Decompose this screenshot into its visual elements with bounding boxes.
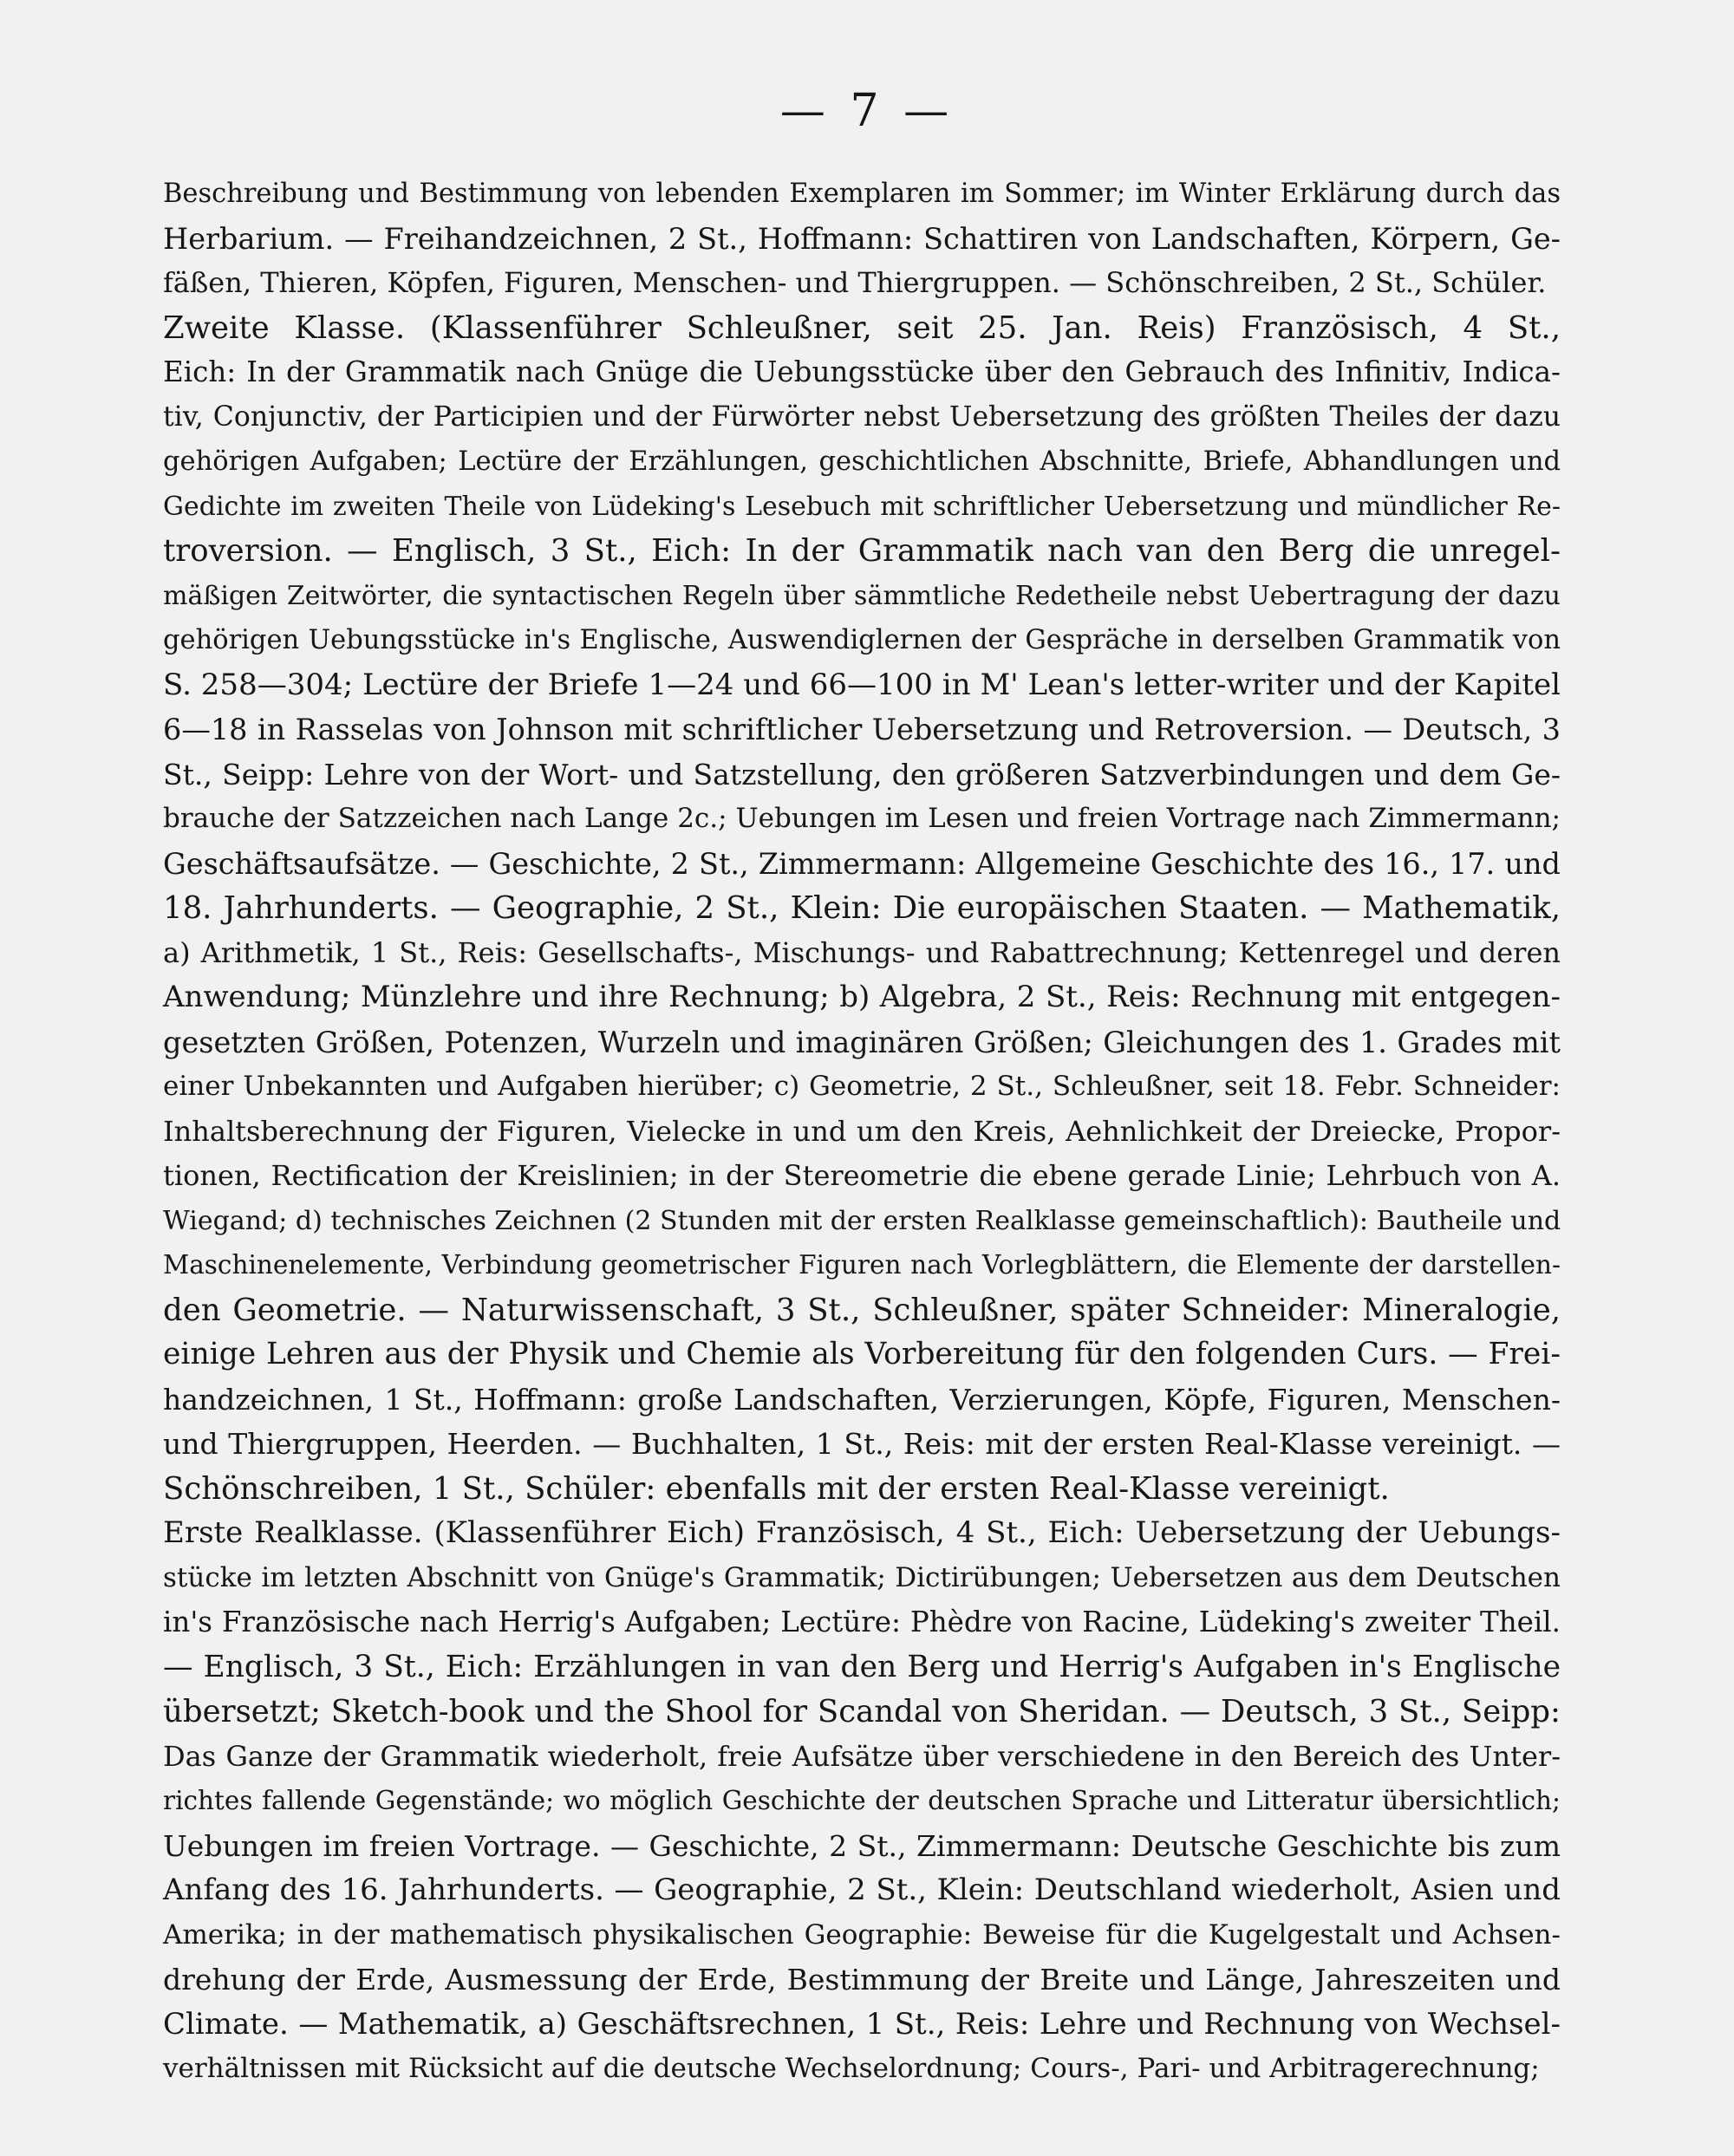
text-line: einer Unbekannten und Aufgaben hierüber; c) Geometrie, 2 St., Schleußner, seit 18. Febr. Schneider: [163,1071,1561,1102]
text-line: — Englisch, 3 St., Eich: Erzählungen in van den Berg und Herrig's Aufgaben in's Englische [163,1649,1561,1684]
text-line: Climate. — Mathematik, a) Geschäftsrechnen, 1 St., Reis: Lehre und Rechnung von Wechsel- [163,2006,1561,2042]
text-line: mäßigen Zeitwörter, die syntactischen Regeln über sämmtliche Redetheile nebst Uebertragung der dazu [163,580,1561,611]
text-line: fäßen, Thieren, Köpfen, Figuren, Menschen- und Thiergruppen. — Schönschreiben, 2 St., Schüler. [163,266,1547,299]
text-line: 18. Jahrhunderts. — Geographie, 2 St., Klein: Die europäischen Staaten. — Mathematik, [163,890,1561,926]
paragraph-zweite-klasse [163,306,1561,1512]
text-line: stücke im letzten Abschnitt von Gnüge's Grammatik; Dictirübungen; Uebersetzen aus dem Deutschen [163,1561,1561,1593]
page-number: — 7 — [779,85,955,137]
text-line: einige Lehren aus der Physik und Chemie als Vorbereitung für den folgenden Curs. — Frei- [163,1337,1561,1371]
text-line: gesetzten Größen, Potenzen, Wurzeln und imaginären Größen; Gleichungen des 1. Grades mit [163,1025,1561,1059]
text-line: Uebungen im freien Vortrage. — Geschichte, 2 St., Zimmermann: Deutsche Geschichte bis zum [163,1828,1561,1863]
text-line: Schönschreiben, 1 St., Schüler: ebenfalls mit der ersten Real-Klasse vereinigt. [163,1470,1390,1507]
text-line: a) Arithmetik, 1 St., Reis: Gesellschafts-, Mischungs- und Rabattrechnung; Kettenregel und deren [163,935,1561,969]
text-line: gehörigen Uebungsstücke in's Englische, Auswendiglernen der Gespräche in derselben Grammatik von [163,625,1561,655]
text-line: Gedichte im zweiten Theile von Lüdeking's Lesebuch mit schriftlicher Uebersetzung und mündlicher Re- [163,491,1561,522]
text-line: Wiegand; d) technisches Zeichnen (2 Stunden mit der ersten Realklasse gemeinschaftlich): Bautheile und [163,1205,1561,1236]
text-line: 6—18 in Rasselas von Johnson mit schriftlicher Uebersetzung und Retroversion. — Deutsch, 3 [163,713,1561,746]
text-line: tiv, Conjunctiv, der Participien und der Fürwörter nebst Uebersetzung des größten Theiles der dazu [163,401,1561,433]
text-line: Maschinenelemente, Verbindung geometrischer Figuren nach Vorlegblättern, die Elemente der darstellen- [163,1250,1561,1280]
text-line: Erste Realklasse. (Klassenführer Eich) Französisch, 4 St., Eich: Uebersetzung der Uebungs- [163,1515,1561,1550]
text-line: übersetzt; Sketch-book und the Shool for Scandal von Sheridan. — Deutsch, 3 St., Seipp: [163,1694,1561,1729]
text-line: troversion. — Englisch, 3 St., Eich: In der Grammatik nach van den Berg die unregel- [163,533,1561,569]
text-line: gehörigen Aufgaben; Lectüre der Erzählungen, geschichtlichen Abschnitte, Briefe, Abhandlungen und [163,446,1561,477]
text-line: Eich: In der Grammatik nach Gnüge die Uebungsstücke über den Gebrauch des Infinitiv, Indica- [163,355,1561,388]
text-line: Anwendung; Münzlehre und ihre Rechnung; b) Algebra, 2 St., Reis: Rechnung mit entgegen- [163,980,1561,1014]
body-text [163,172,1561,2092]
text-line: Herbarium. — Freihandzeichnen, 2 St., Hoffmann: Schattiren von Landschaften, Körpern, Ge- [163,221,1561,256]
text-line: richtes fallende Gegenstände; wo möglich Geschichte der deutschen Sprache und Litteratur übersichtlich; [163,1786,1561,1815]
text-line: S. 258—304; Lectüre der Briefe 1—24 und 66—100 in M' Lean's letter-writer und der Kapitel [163,667,1561,702]
text-line: Geschäftsaufsätze. — Geschichte, 2 St., Zimmermann: Allgemeine Geschichte des 16., 17. und [163,846,1561,881]
text-line: tionen, Rectification der Kreislinien; in der Stereometrie die ebene gerade Linie; Lehrbuch von A. [163,1159,1561,1192]
text-line: Das Ganze der Grammatik wiederholt, freie Aufsätze über verschiedene in den Bereich des Unter- [163,1739,1561,1773]
text-line: verhältnissen mit Rücksicht auf die deutsche Wechselordnung; Cours-, Pari- und Arbitragerechnung; [163,2053,1540,2084]
paragraph-erste-realklasse [163,1511,1561,2092]
text-line: und Thiergruppen, Heerden. — Buchhalten, 1 St., Reis: mit der ersten Real-Klasse vereinigt. — [163,1427,1561,1461]
text-line: handzeichnen, 1 St., Hoffmann: große Landschaften, Verzierungen, Köpfe, Figuren, Menschen- [163,1382,1561,1417]
text-line: brauche der Satzzeichen nach Lange 2c.; Uebungen im Lesen und freien Vortrage nach Zimmermann; [163,803,1561,834]
text-line: den Geometrie. — Naturwissenschaft, 3 St., Schleußner, später Schneider: Mineralogie, [163,1292,1561,1328]
text-line: Beschreibung und Bestimmung von lebenden Exemplaren im Sommer; im Winter Erklärung durch das [163,179,1561,209]
text-line: Inhaltsberechnung der Figuren, Vielecke in und um den Kreis, Aehnlichkeit der Dreiecke, Propor- [163,1114,1561,1148]
text-line: Anfang des 16. Jahrhunderts. — Geographie, 2 St., Klein: Deutschland wiederholt, Asien und [163,1873,1561,1907]
text-line: St., Seipp: Lehre von der Wort- und Satzstellung, den größeren Satzverbindungen und dem Ge- [163,757,1561,791]
paragraph-botany-drawing-writing [163,172,1561,306]
text-line: drehung der Erde, Ausmessung der Erde, Bestimmung der Breite und Länge, Jahreszeiten und [163,1963,1561,1996]
text-line: in's Französische nach Herrig's Aufgaben; Lectüre: Phèdre von Racine, Lüdeking's zweiter Theil. [163,1606,1561,1638]
text-line: Zweite Klasse. (Klassenführer Schleußner, seit 25. Jan. Reis) Französisch, 4 St., [163,309,1561,346]
text-line: Amerika; in der mathematisch physikalischen Geographie: Beweise für die Kugelgestalt und Achsen- [163,1918,1561,1951]
